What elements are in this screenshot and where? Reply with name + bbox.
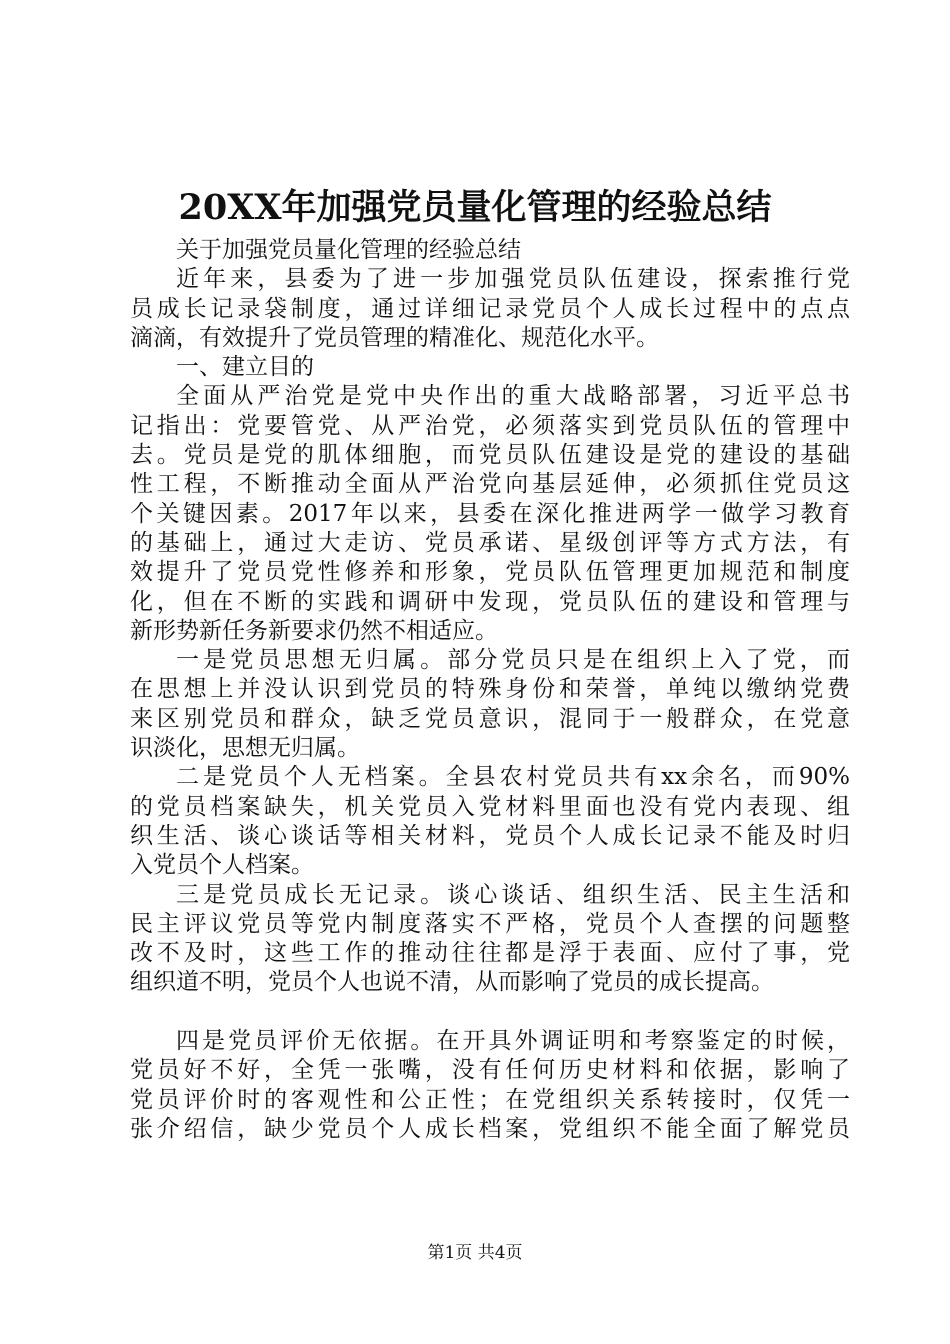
text-line: 四是党员评价无依据。在开具外调证明和考察鉴定的时候， bbox=[176, 1028, 850, 1055]
text-line: 关于加强党员量化管理的经验总结 bbox=[176, 237, 521, 263]
text-line: 一、建立目的 bbox=[176, 354, 314, 381]
text-line: 党员好不好，全凭一张嘴，没有任何历史材料和依据，影响了 bbox=[130, 1057, 850, 1084]
blank-line bbox=[130, 998, 850, 1027]
text-line: 近年来，县委为了进一步加强党员队伍建设，探索推行党 bbox=[176, 266, 850, 293]
text-line: 员成长记录袋制度，通过详细记录党员个人成长过程中的点点 bbox=[130, 295, 850, 322]
text-line: 入党员个人档案。 bbox=[130, 852, 314, 879]
text-line: 滴滴，有效提升了党员管理的精准化、规范化水平。 bbox=[130, 324, 659, 351]
text-line: 二是党员个人无档案。全县农村党员共有xx余名，而90% bbox=[176, 764, 850, 791]
document-title: 20XX年加强党员量化管理的经验总结 bbox=[178, 187, 772, 228]
text-line: 党员评价时的客观性和公正性；在党组织关系转接时，仅凭一 bbox=[130, 1086, 850, 1113]
text-line: 个关键因素。2017年以来，县委在深化推进两学一做学习教育 bbox=[130, 500, 850, 527]
text-line: 三是党员成长无记录。谈心谈话、组织生活、民主生活和 bbox=[176, 881, 850, 908]
text-line: 在思想上并没认识到党员的特殊身份和荣誉，单纯以缴纳党费 bbox=[130, 676, 850, 703]
text-line: 民主评议党员等党内制度落实不严格，党员个人查摆的问题整 bbox=[130, 910, 850, 937]
text-line: 去。党员是党的肌体细胞，而党员队伍建设是党的建设的基础 bbox=[130, 442, 850, 469]
text-line: 新形势新任务新要求仍然不相适应。 bbox=[130, 617, 498, 644]
text-line: 的党员档案缺失，机关党员入党材料里面也没有党内表现、组 bbox=[130, 793, 850, 820]
text-line: 全面从严治党是党中央作出的重大战略部署，习近平总书 bbox=[176, 383, 850, 410]
text-line: 组织道不明，党员个人也说不清，从而影响了党员的成长提高。 bbox=[130, 969, 774, 996]
text-line: 效提升了党员党性修养和形象，党员队伍管理更加规范和制度 bbox=[130, 559, 850, 586]
text-line: 织生活、谈心谈话等相关材料，党员个人成长记录不能及时归 bbox=[130, 822, 850, 849]
text-line: 改不及时，这些工作的推动往往都是浮于表面、应付了事，党 bbox=[130, 940, 850, 967]
text-line: 的基础上，通过大走访、党员承诺、星级创评等方式方法，有 bbox=[130, 529, 850, 556]
text-line: 记指出：党要管党、从严治党，必须落实到党员队伍的管理中 bbox=[130, 412, 850, 439]
document-body bbox=[130, 236, 850, 1144]
text-line: 来区别党员和群众，缺乏党员意识，混同于一般群众，在党意 bbox=[130, 705, 850, 732]
page-footer: 第1页 共4页 bbox=[427, 1243, 523, 1263]
text-line: 识淡化，思想无归属。 bbox=[130, 735, 360, 762]
text-line: 一是党员思想无归属。部分党员只是在组织上入了党，而 bbox=[176, 647, 850, 674]
text-line: 张介绍信，缺少党员个人成长档案，党组织不能全面了解党员 bbox=[130, 1115, 850, 1142]
text-line: 化，但在不断的实践和调研中发现，党员队伍的建设和管理与 bbox=[130, 588, 850, 615]
text-line: 性工程，不断推动全面从严治党向基层延伸，必须抓住党员这 bbox=[130, 471, 850, 498]
